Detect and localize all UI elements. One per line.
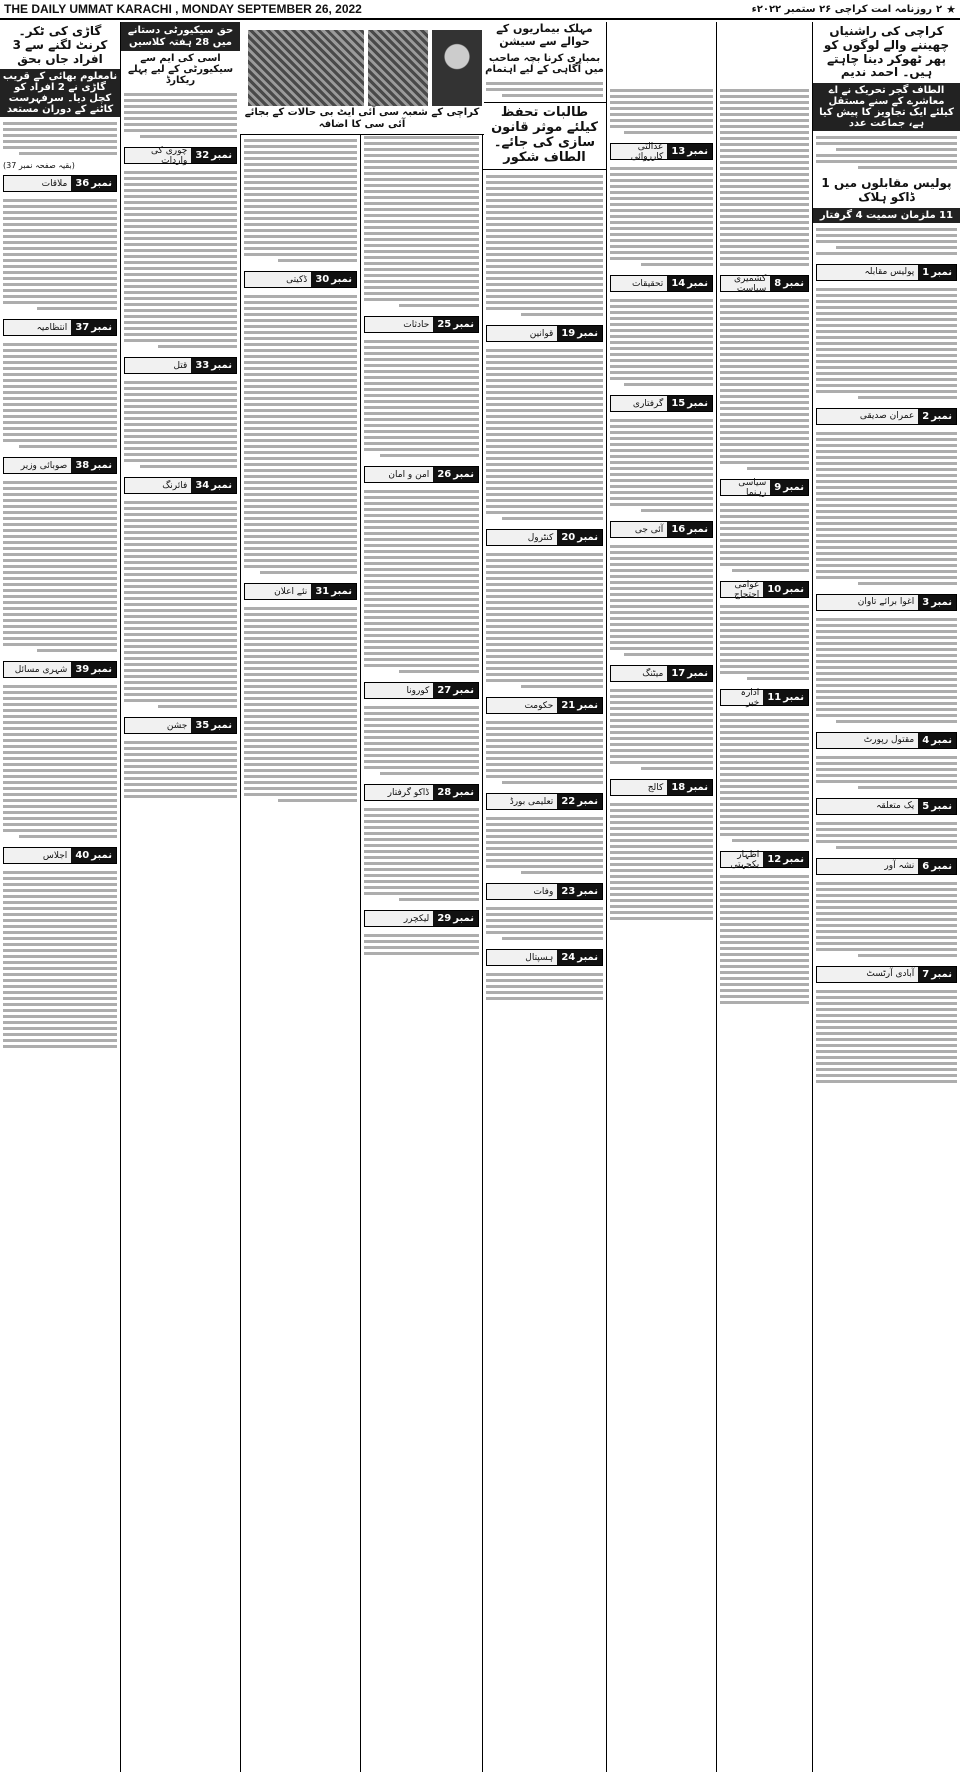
block-header: نمبر 33 قتل <box>124 357 237 374</box>
block-header: نمبر 29 لیکچرر <box>364 910 479 927</box>
continued-note: (بقیہ صفحہ نمبر 37) <box>3 161 75 171</box>
crowd-photo-right <box>368 30 428 106</box>
column-3 <box>606 22 716 1772</box>
block-header: نمبر 35 جشن <box>124 717 237 734</box>
photo-area <box>240 22 484 135</box>
subhead-story-6: 11 ملزمان سمیت 4 گرفتار <box>813 208 960 223</box>
masthead-english: THE DAILY UMMAT KARACHI , MONDAY SEPTEMBER 26, 2022 <box>4 2 362 16</box>
block-header: نمبر 25 حادثات <box>364 316 479 333</box>
block-header: نمبر 20 کنٹرول <box>486 529 603 546</box>
block-header: نمبر 32 چوری کی واردات <box>124 147 237 164</box>
block-header: نمبر 19 قوانین <box>486 325 603 342</box>
block-header: نمبر 14 تحقیقات <box>610 275 713 292</box>
headline-story-5: گاڑی کی ٹکر۔ کرنٹ لگنے سے 3 افراد جاں بحق <box>12 24 108 66</box>
block-header: نمبر 31 نئے اعلان <box>244 583 357 600</box>
block-header: نمبر 26 امن و امان <box>364 466 479 483</box>
block-header: نمبر 10 عوامی احتجاج <box>720 581 809 598</box>
block-header: نمبر 24 ہسپتال <box>486 949 603 966</box>
star-icon: ★ <box>946 2 956 16</box>
block-header: نمبر 4 مقتول رپورٹ <box>816 732 957 749</box>
block-header: نمبر 1 پولیس مقابلہ <box>816 264 957 281</box>
column-7 <box>120 22 240 1772</box>
block-header: نمبر 3 اغوا برائے تاوان <box>816 594 957 611</box>
block-header: نمبر 2 عمران صدیقی <box>816 408 957 425</box>
masthead-urdu: روزنامہ امت کراچی ۲۶ ستمبر ۲۰۲۲ء <box>751 3 933 15</box>
headline-story-2: مہلک بیماریوں کے حوالے سے سیشن <box>496 22 593 48</box>
block-header: نمبر 5 یک متعلقہ <box>816 798 957 815</box>
crowd-photo <box>248 30 364 106</box>
headline-story-3: کراچی کے شعبہ سی آئی ایٹ بی حالات کے بجائے آئی سی کا اضافہ <box>244 107 480 130</box>
subhead-story-2: بمباری کرنا بچہ صاحب میں آگاہی کے لیے اہتمام <box>485 53 604 76</box>
column-5 <box>360 22 482 1772</box>
masthead <box>0 0 960 20</box>
block-header: نمبر 18 کالج <box>610 779 713 796</box>
block-header: نمبر 23 وفات <box>486 883 603 900</box>
masthead-urdu-group <box>752 3 956 16</box>
block-header: نمبر 28 ڈاکو گرفتار <box>364 784 479 801</box>
story-body <box>813 223 960 260</box>
block-header: نمبر 17 میٹنگ <box>610 665 713 682</box>
block-header: نمبر 6 نشہ آور <box>816 858 957 875</box>
subhead-story-5: نامعلوم بھائی کے قریب گاڑی نے 2 افراد کو کچل دیا۔ سرفہرست کاٹنے کے دوران مستعد <box>0 69 120 117</box>
block-header: نمبر 8 کشمیری سیاست <box>720 275 809 292</box>
block-header: نمبر 39 شہری مسائل <box>3 661 117 678</box>
column-4 <box>482 22 606 1772</box>
portrait-photo <box>432 30 482 106</box>
block-header: نمبر 36 ملاقات <box>3 175 117 192</box>
block-header: نمبر 22 تعلیمی بورڈ <box>486 793 603 810</box>
headline-story-6: پولیس مقابلوں میں 1 ڈاکو ہلاک <box>821 176 952 204</box>
block-header: نمبر 13 عدالتی کارروائی <box>610 143 713 160</box>
headline-story-1: کراچی کی راشنیاں چھیننے والے لوگوں کو پھر ٹھوکر دینا چاہتے ہیں۔ احمد ندیم <box>823 24 950 80</box>
block-header: نمبر 21 حکومت <box>486 697 603 714</box>
block-header: نمبر 38 صوبائی وزیر <box>3 457 117 474</box>
subhead-story-1: الطاف گجر تحریک نے اے معاشرے کے سنے مستقل کیلئے ایک تجاویز کا پیش کیا ہے، جماعت عدد <box>813 83 960 131</box>
newspaper-page <box>0 22 960 1772</box>
block-header: نمبر 37 انتظامیہ <box>3 319 117 336</box>
block-header: نمبر 34 فائرنگ <box>124 477 237 494</box>
block-header: نمبر 27 کورونا <box>364 682 479 699</box>
column-8 <box>0 22 120 1772</box>
block-header: نمبر 16 آئی جی <box>610 521 713 538</box>
block-header: نمبر 12 اظہار یکجہتی <box>720 851 809 868</box>
column-1 <box>812 22 960 1772</box>
block-header: نمبر 11 ادارہ خبر <box>720 689 809 706</box>
page-number: ۲ <box>936 3 943 15</box>
block-header: نمبر 40 اجلاس <box>3 847 117 864</box>
subhead-story-4: اسی کی ایم سے سیکیورٹی کے لیے پہلے ریکارڈ <box>127 53 234 86</box>
block-header: نمبر 9 سیاسی رہنما <box>720 479 809 496</box>
column-2 <box>716 22 812 1772</box>
headline-story-4: حق سیکیورٹی دستانے میں 28 ہفتہ کلاسیں <box>121 22 240 51</box>
headline-story-7: طالبات تحفظ کیلئے موثر قانون سازی کی جائے۔ الطاف شکور <box>483 102 606 170</box>
column-6 <box>240 134 360 1772</box>
block-header: نمبر 15 گرفتاری <box>610 395 713 412</box>
block-header: نمبر 30 ڈکیتی <box>244 271 357 288</box>
block-header: نمبر 7 آبادی آرٹسٹ <box>816 966 957 983</box>
story-body <box>813 131 960 174</box>
